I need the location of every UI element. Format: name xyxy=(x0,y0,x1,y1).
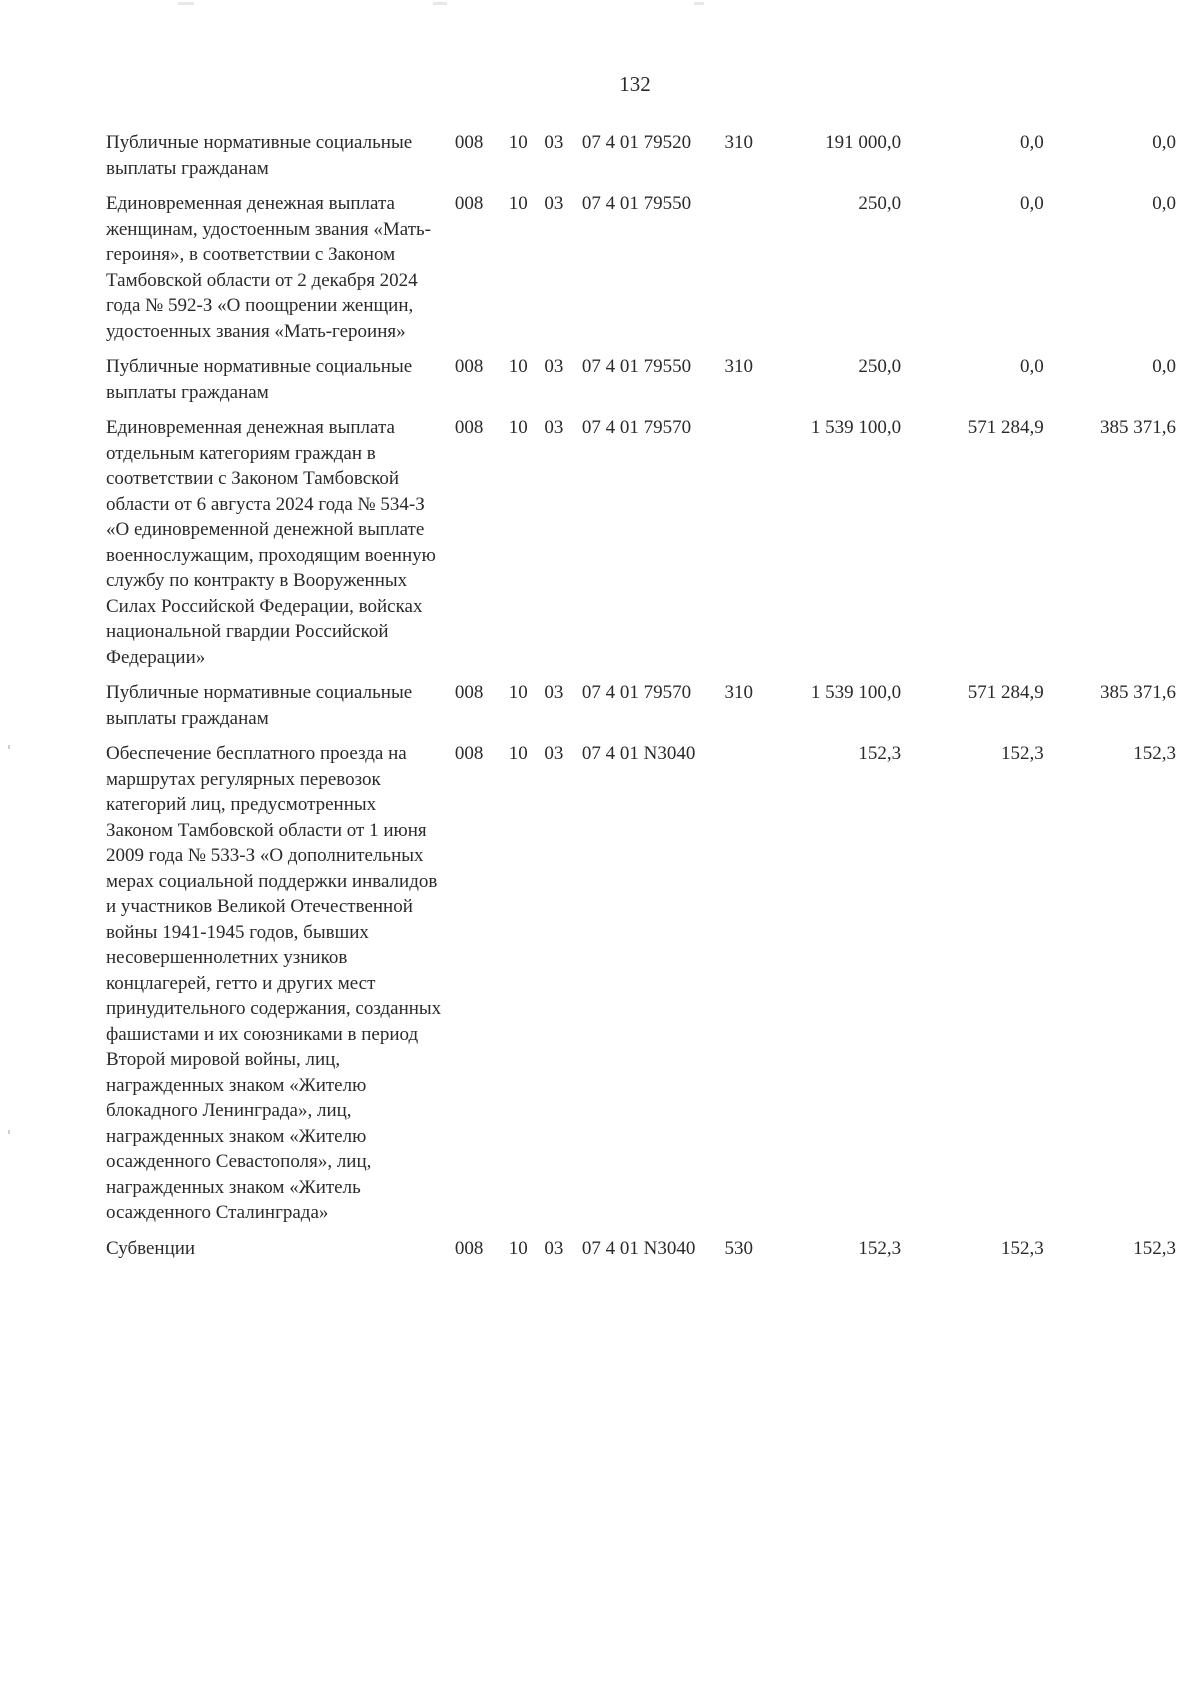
row-amount-year1: 1 539 100,0 xyxy=(810,682,902,703)
row-name: Обеспечение бесплатного проезда на маршрутах регулярных перевозок категорий лиц, предусмотренных Законом Тамбовской области от 1 июня 2009 года № 533-З «О дополнительных мерах социальной поддержки инвалидов и участников Великой Отечественной войны 1941-1945 годов, бывших несовершеннолетних узников концлагерей, гетто и других мест принудительного содержания, созданных фашистами и их союзниками в период Второй мировой войны, лиц, награжденных знаком «Жителю блокадного Ленинграда», лиц, награжденных знаком «Жителю осажденного Севастополя», лиц, награжденных знаком «Житель осажденного Сталинграда» xyxy=(106,743,442,1223)
row-amount-year1: 250,0 xyxy=(858,193,902,214)
row-expense-type-code: 530 xyxy=(724,1237,753,1259)
row-name: Публичные нормативные социальные выплаты гражданам xyxy=(106,682,413,729)
row-expense-type-code xyxy=(717,741,772,1236)
row-amount-year3: 0,0 xyxy=(1152,356,1176,377)
row-amount-year3: 0,0 xyxy=(1152,132,1176,153)
row-grbs-code: 008 xyxy=(454,743,484,764)
budget-table xyxy=(106,130,1176,1271)
row-amount-year1: 250,0 xyxy=(858,356,902,377)
row-subsection-code: 03 xyxy=(544,193,564,214)
row-name: Субвенции xyxy=(106,1237,196,1259)
row-grbs-code: 008 xyxy=(454,193,484,214)
table-row xyxy=(106,130,1176,191)
row-subsection-code: 03 xyxy=(544,1237,564,1259)
table-row xyxy=(106,680,1176,741)
row-amount-year2: 0,0 xyxy=(1020,193,1044,214)
row-section-code: 10 xyxy=(508,1237,528,1259)
row-target-article-code: 07 4 01 N3040 xyxy=(581,1237,696,1259)
row-expense-type-code: 310 xyxy=(724,356,753,377)
table-row xyxy=(106,741,1176,1236)
scan-artifact xyxy=(433,2,447,5)
row-section-code: 10 xyxy=(508,193,528,214)
row-amount-year3: 152,3 xyxy=(1133,743,1176,764)
row-target-article-code: 07 4 01 79570 xyxy=(581,417,692,438)
row-grbs-code: 008 xyxy=(454,356,484,377)
scan-artifact xyxy=(694,2,704,5)
row-section-code: 10 xyxy=(508,132,528,153)
row-name: Единовременная денежная выплата отдельным категориям граждан в соответствии с Законом Тамбовской области от 6 августа 2024 года № 534-З «О единовременной денежной выплате военнослужащим, проходящим военную службу по контракту в Вооруженных Силах Российской Федерации, войсках национальной гвардии Российской Федерации» xyxy=(106,417,436,668)
scan-artifact xyxy=(178,2,194,5)
row-subsection-code: 03 xyxy=(544,682,564,703)
row-grbs-code: 008 xyxy=(454,682,484,703)
row-name: Единовременная денежная выплата женщинам, удостоенным звания «Мать-героиня», в соответствии с Законом Тамбовской области от 2 декабря 2024 года № 592-З «О поощрении женщин, удостоенных звания «Мать-героиня» xyxy=(106,193,431,342)
table-row xyxy=(106,415,1176,680)
row-subsection-code: 03 xyxy=(544,132,564,153)
row-amount-year1: 1 539 100,0 xyxy=(810,417,902,438)
row-section-code: 10 xyxy=(508,682,528,703)
row-amount-year2: 0,0 xyxy=(1020,132,1044,153)
row-amount-year1: 191 000,0 xyxy=(825,132,902,153)
row-target-article-code: 07 4 01 79520 xyxy=(581,132,692,153)
table-row xyxy=(106,191,1176,354)
row-amount-year2: 152,3 xyxy=(1001,743,1044,764)
row-target-article-code: 07 4 01 79550 xyxy=(581,356,692,377)
table-body xyxy=(106,130,1176,1271)
row-section-code: 10 xyxy=(508,356,528,377)
row-section-code: 10 xyxy=(508,417,528,438)
row-grbs-code: 008 xyxy=(454,417,484,438)
row-amount-year2: 571 284,9 xyxy=(967,417,1044,438)
row-name: Публичные нормативные социальные выплаты гражданам xyxy=(106,132,413,179)
row-subsection-code: 03 xyxy=(544,417,564,438)
margin-mark xyxy=(8,745,10,749)
row-amount-year1: 152,3 xyxy=(858,1237,902,1259)
row-amount-year3: 152,3 xyxy=(1133,1237,1176,1259)
row-expense-type-code: 310 xyxy=(724,132,753,153)
row-expense-type-code xyxy=(717,191,772,354)
row-amount-year3: 385 371,6 xyxy=(1100,417,1176,438)
row-amount-year2: 571 284,9 xyxy=(967,682,1044,703)
row-name: Публичные нормативные социальные выплаты гражданам xyxy=(106,356,413,403)
margin-mark xyxy=(8,1130,10,1134)
row-amount-year3: 0,0 xyxy=(1152,193,1176,214)
table-row xyxy=(106,354,1176,415)
row-expense-type-code xyxy=(717,415,772,680)
row-grbs-code: 008 xyxy=(454,132,484,153)
page-number: 132 xyxy=(619,72,651,96)
row-amount-year2: 152,3 xyxy=(1001,1237,1044,1259)
row-amount-year3: 385 371,6 xyxy=(1100,682,1176,703)
table-row xyxy=(106,1236,1176,1272)
row-target-article-code: 07 4 01 79550 xyxy=(581,193,692,214)
row-section-code: 10 xyxy=(508,743,528,764)
row-expense-type-code: 310 xyxy=(724,682,753,703)
row-amount-year2: 0,0 xyxy=(1020,356,1044,377)
row-subsection-code: 03 xyxy=(544,356,564,377)
row-subsection-code: 03 xyxy=(544,743,564,764)
row-grbs-code: 008 xyxy=(454,1237,484,1259)
row-target-article-code: 07 4 01 79570 xyxy=(581,682,692,703)
row-target-article-code: 07 4 01 N3040 xyxy=(581,743,696,764)
row-amount-year1: 152,3 xyxy=(858,743,902,764)
